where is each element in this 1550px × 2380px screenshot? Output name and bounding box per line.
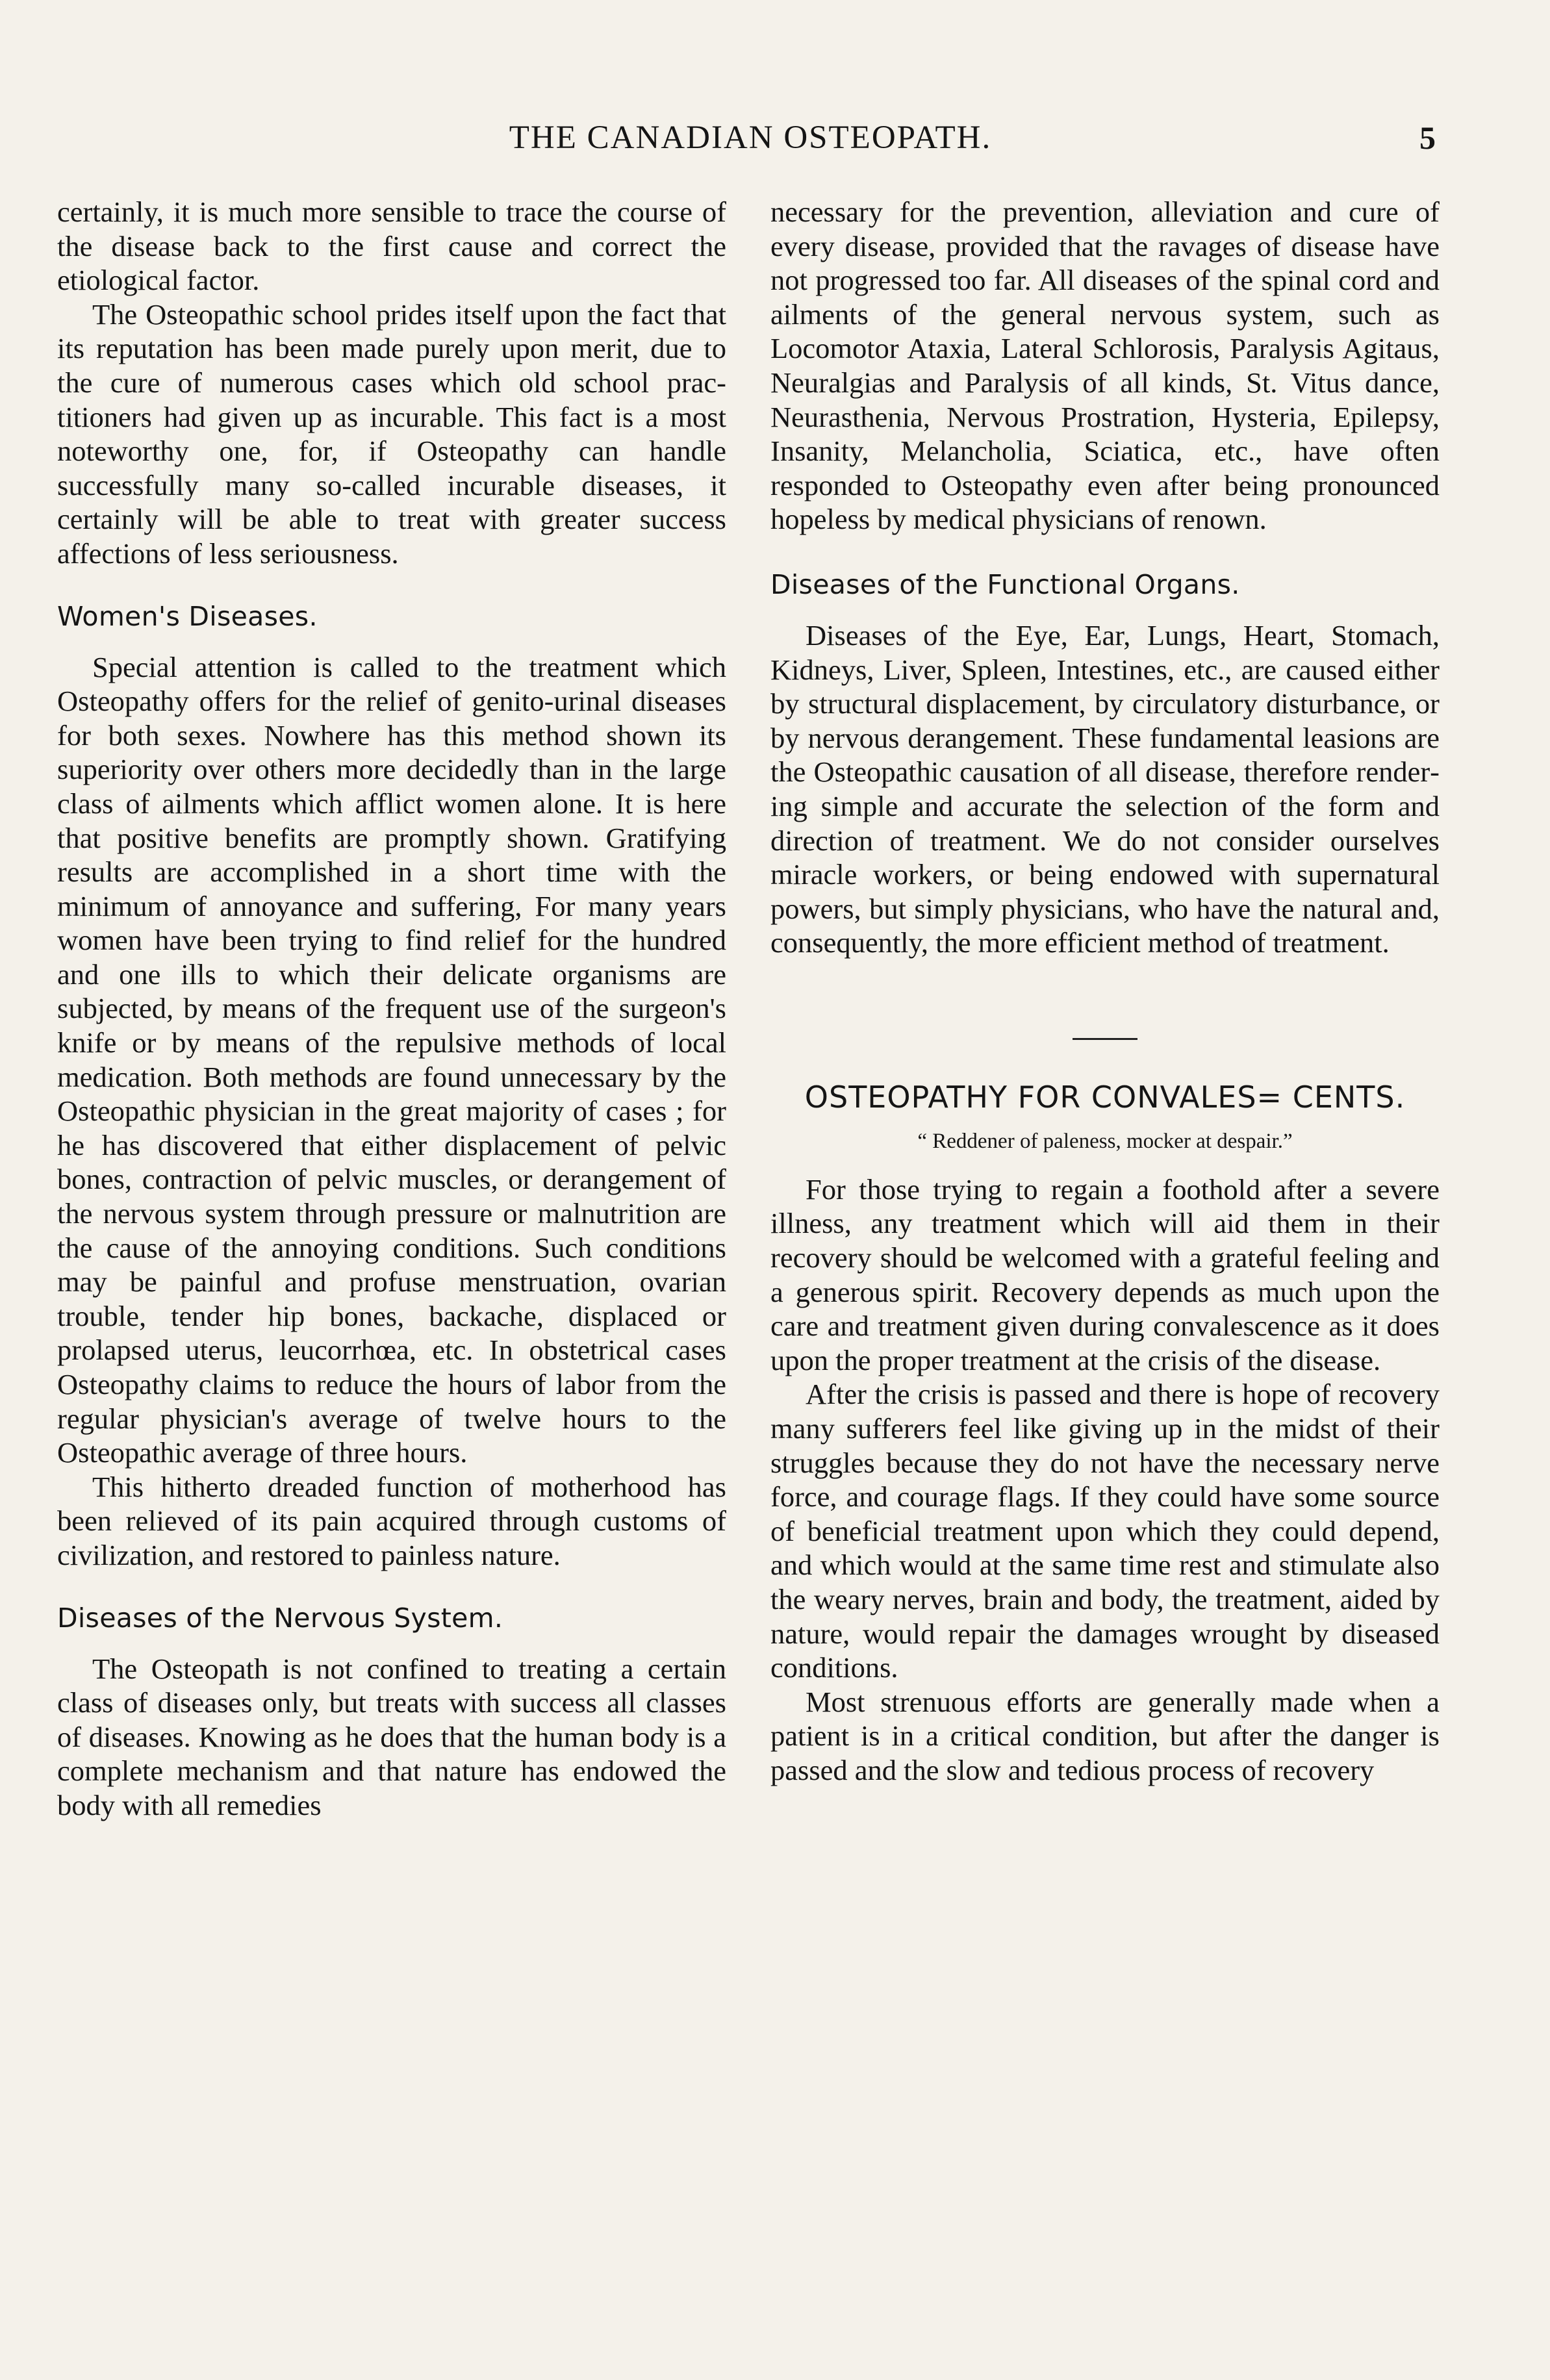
- article-title: OSTEOPATHY FOR CONVALES= CENTS.: [804, 1079, 1406, 1115]
- left-column: [57, 195, 726, 1823]
- right-column: [770, 195, 1440, 1788]
- section-divider: [1073, 1038, 1137, 1040]
- paragraph: For those trying to regain a foothold after a severe illness, any treatment which will aid them in their recovery should be welcomed with a grateful feeling and a generous spirit. Recovery depends as much upon the care and treatment given during convalescence as it does upon the proper treatment at the crisis of the disease.: [770, 1172, 1440, 1376]
- section-heading-functional-organs: Diseases of the Functional Organs.: [770, 568, 1240, 600]
- page-header: [45, 112, 1455, 164]
- paragraph: Most strenuous efforts are generally made when a patient is in a critical condition, but after the danger is passed and the slow and tedious process of recovery: [770, 1685, 1440, 1786]
- paragraph: necessary for the prevention, alleviation and cure of every disease, provided that the ravages of disease have not progressed too far. All diseases of the spinal cord and ailments of the general nervous system, such as Locomotor Ataxia, Lateral Schlorosis, Paralysis Agitaus, Neuralgias and Paralysis of all kinds, St. Vitus dance, Neurasthenia, Nervous Prostration, Hysteria, Epilepsy, Insanity, Melancholia, Sciatica, etc., have often responded to Osteopathy even after being pronounced hopeless by medical physicians of renown.: [770, 196, 1440, 536]
- paragraph: After the crisis is passed and there is hope of recovery many sufferers feel like giving up in the midst of their struggles because they do not have the necessary nerve force, and courage flags. If they could have some source of beneficial treatment upon which they could depend, and which would at the same time rest and stimulate also the weary nerves, brain and body, the treatment, aided by nature, would repair the damages wrought by diseased conditions.: [770, 1378, 1440, 1684]
- section-heading-nervous-system: Diseases of the Nervous System.: [57, 1602, 503, 1634]
- paragraph: certainly, it is much more sensible to trace the course of the disease back to the first cause and correct the etiological factor.: [57, 196, 726, 297]
- epigraph: “ Reddener of paleness, mocker at despair.”: [917, 1129, 1293, 1153]
- page-number: 5: [1419, 120, 1436, 156]
- paragraph: Special attention is called to the treatment which Osteopathy offers for the relief of genito-urinal diseases for both sexes. Nowhere has this method shown its superiority over others more decidedly than in the large class of ailments which afflict women alone. It is here that positive benefits are promptly shown. Gratifying results are accomplished in a short time with the minimum of annoyance and suffering, For many years women have been trying to find relief for the hundred and one ills to which their delicate organisms are subjected, by means of the frequent use of the surgeon's knife or by means of the repulsive methods of local medication. Both methods are found unnecessary by the Osteopathic physician in the great majority of cases ; for he has discovered that either displacement of pelvic bones, contraction of pelvic muscles, or derangement of the nervous system through pressure or malnutrition are the cause of the annoying conditions. Such conditions may be painful and profuse menstruation, ovarian trouble, tender hip bones, backache, displaced or prolapsed uterus, leucorrhœa, etc. In obstetrical cases Osteopathy claims to reduce the hours of labor from the regular physician's average of twelve hours to the Osteopathic average of three hours.: [57, 650, 726, 1469]
- paragraph: The Osteopath is not confined to treating a certain class of diseases only, but treats with success all classes of diseases. Knowing as he does that the human body is a complete mechanism and that nature has endowed the body with all remedies: [57, 1652, 726, 1821]
- paragraph: The Osteopathic school prides itself upon the fact that its reputation has been made purely upon merit, due to the cure of numerous cases which old school practitioners had given up as incurable. This fact is a most noteworthy one, for, if Osteopathy can handle successfully many so-called incurable diseases, it certainly will be able to treat with greater success affections of less seriousness.: [57, 298, 726, 570]
- paragraph: This hitherto dreaded function of motherhood has been relieved of its pain acquired through customs of civilization, and restored to painless nature.: [57, 1470, 726, 1571]
- section-heading-womens-diseases: Women's Diseases.: [57, 600, 318, 632]
- paragraph: Diseases of the Eye, Ear, Lungs, Heart, Stomach, Kidneys, Liver, Spleen, Intestines, etc., are caused either by structural displacement, by circulatory disturbance, or by nervous derangement. These fundamental leasions are the Osteopathic causation of all disease, therefore rendering simple and accurate the selection of the form and direction of treatment. We do not consider ourselves miracle workers, or being endowed with supernatural powers, but simply physicians, who have the natural and, consequently, the more efficient method of treatment.: [770, 618, 1440, 959]
- running-title: THE CANADIAN OSTEOPATH.: [509, 120, 992, 156]
